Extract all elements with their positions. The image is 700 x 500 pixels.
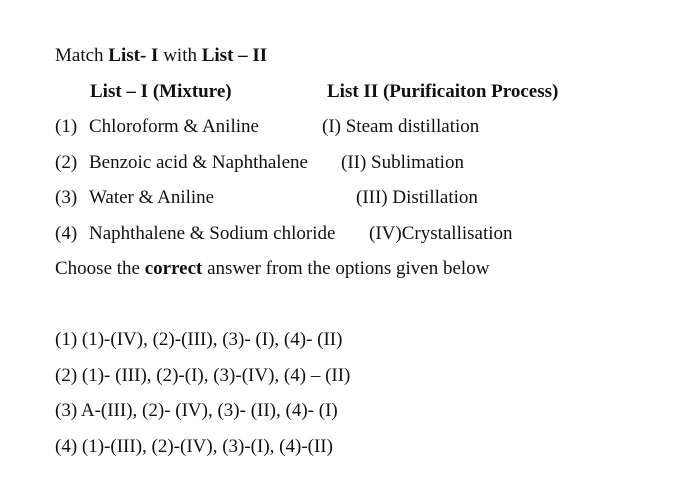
answer-option[interactable]: (4) (1)-(III), (2)-(IV), (3)-(I), (4)-(II) [55,436,333,457]
list-i-item-number: (2) [55,152,78,173]
list-ii-label: List – II [201,45,268,66]
list-i-item-text: Water & Aniline [89,187,215,208]
instruction-text [55,257,489,281]
list-i-item-number: (1) [55,116,78,137]
answer-option[interactable]: (2) (1)- (III), (2)-(I), (3)-(IV), (4) – (II) [55,365,351,386]
question-title [55,44,267,68]
instruction-bold: correct [144,258,203,279]
list-i-item-text: Benzoic acid & Naphthalene [89,152,308,173]
list-ii-item: (II) Sublimation [341,152,464,173]
list-i-item [55,222,335,246]
list-i-item-number: (4) [55,223,78,244]
list-i-item [55,115,259,139]
list-ii-item: (I) Steam distillation [322,116,480,137]
list-ii-item: (IV)Crystallisation [369,223,513,244]
answer-option[interactable]: (1) (1)-(IV), (2)-(III), (3)- (I), (4)- (II) [55,329,343,350]
instruction-before: Choose the [55,258,145,279]
instruction-after: answer from the options given below [202,258,490,279]
list-i-label: List- I [108,45,159,66]
list-ii-item: (III) Distillation [356,187,478,208]
list-i-item [55,186,214,210]
list-ii-header: List II (Purificaiton Process) [327,81,559,102]
list-i-item [55,151,308,175]
list-i-header: List – I (Mixture) [90,81,232,102]
list-i-item-text: Chloroform & Aniline [89,116,259,137]
question-prefix: Match [55,45,109,66]
list-i-item-number: (3) [55,187,78,208]
question-with: with [158,45,202,66]
list-i-item-text: Naphthalene & Sodium chloride [89,223,336,244]
answer-option[interactable]: (3) A-(III), (2)- (IV), (3)- (II), (4)- (I) [55,400,338,421]
